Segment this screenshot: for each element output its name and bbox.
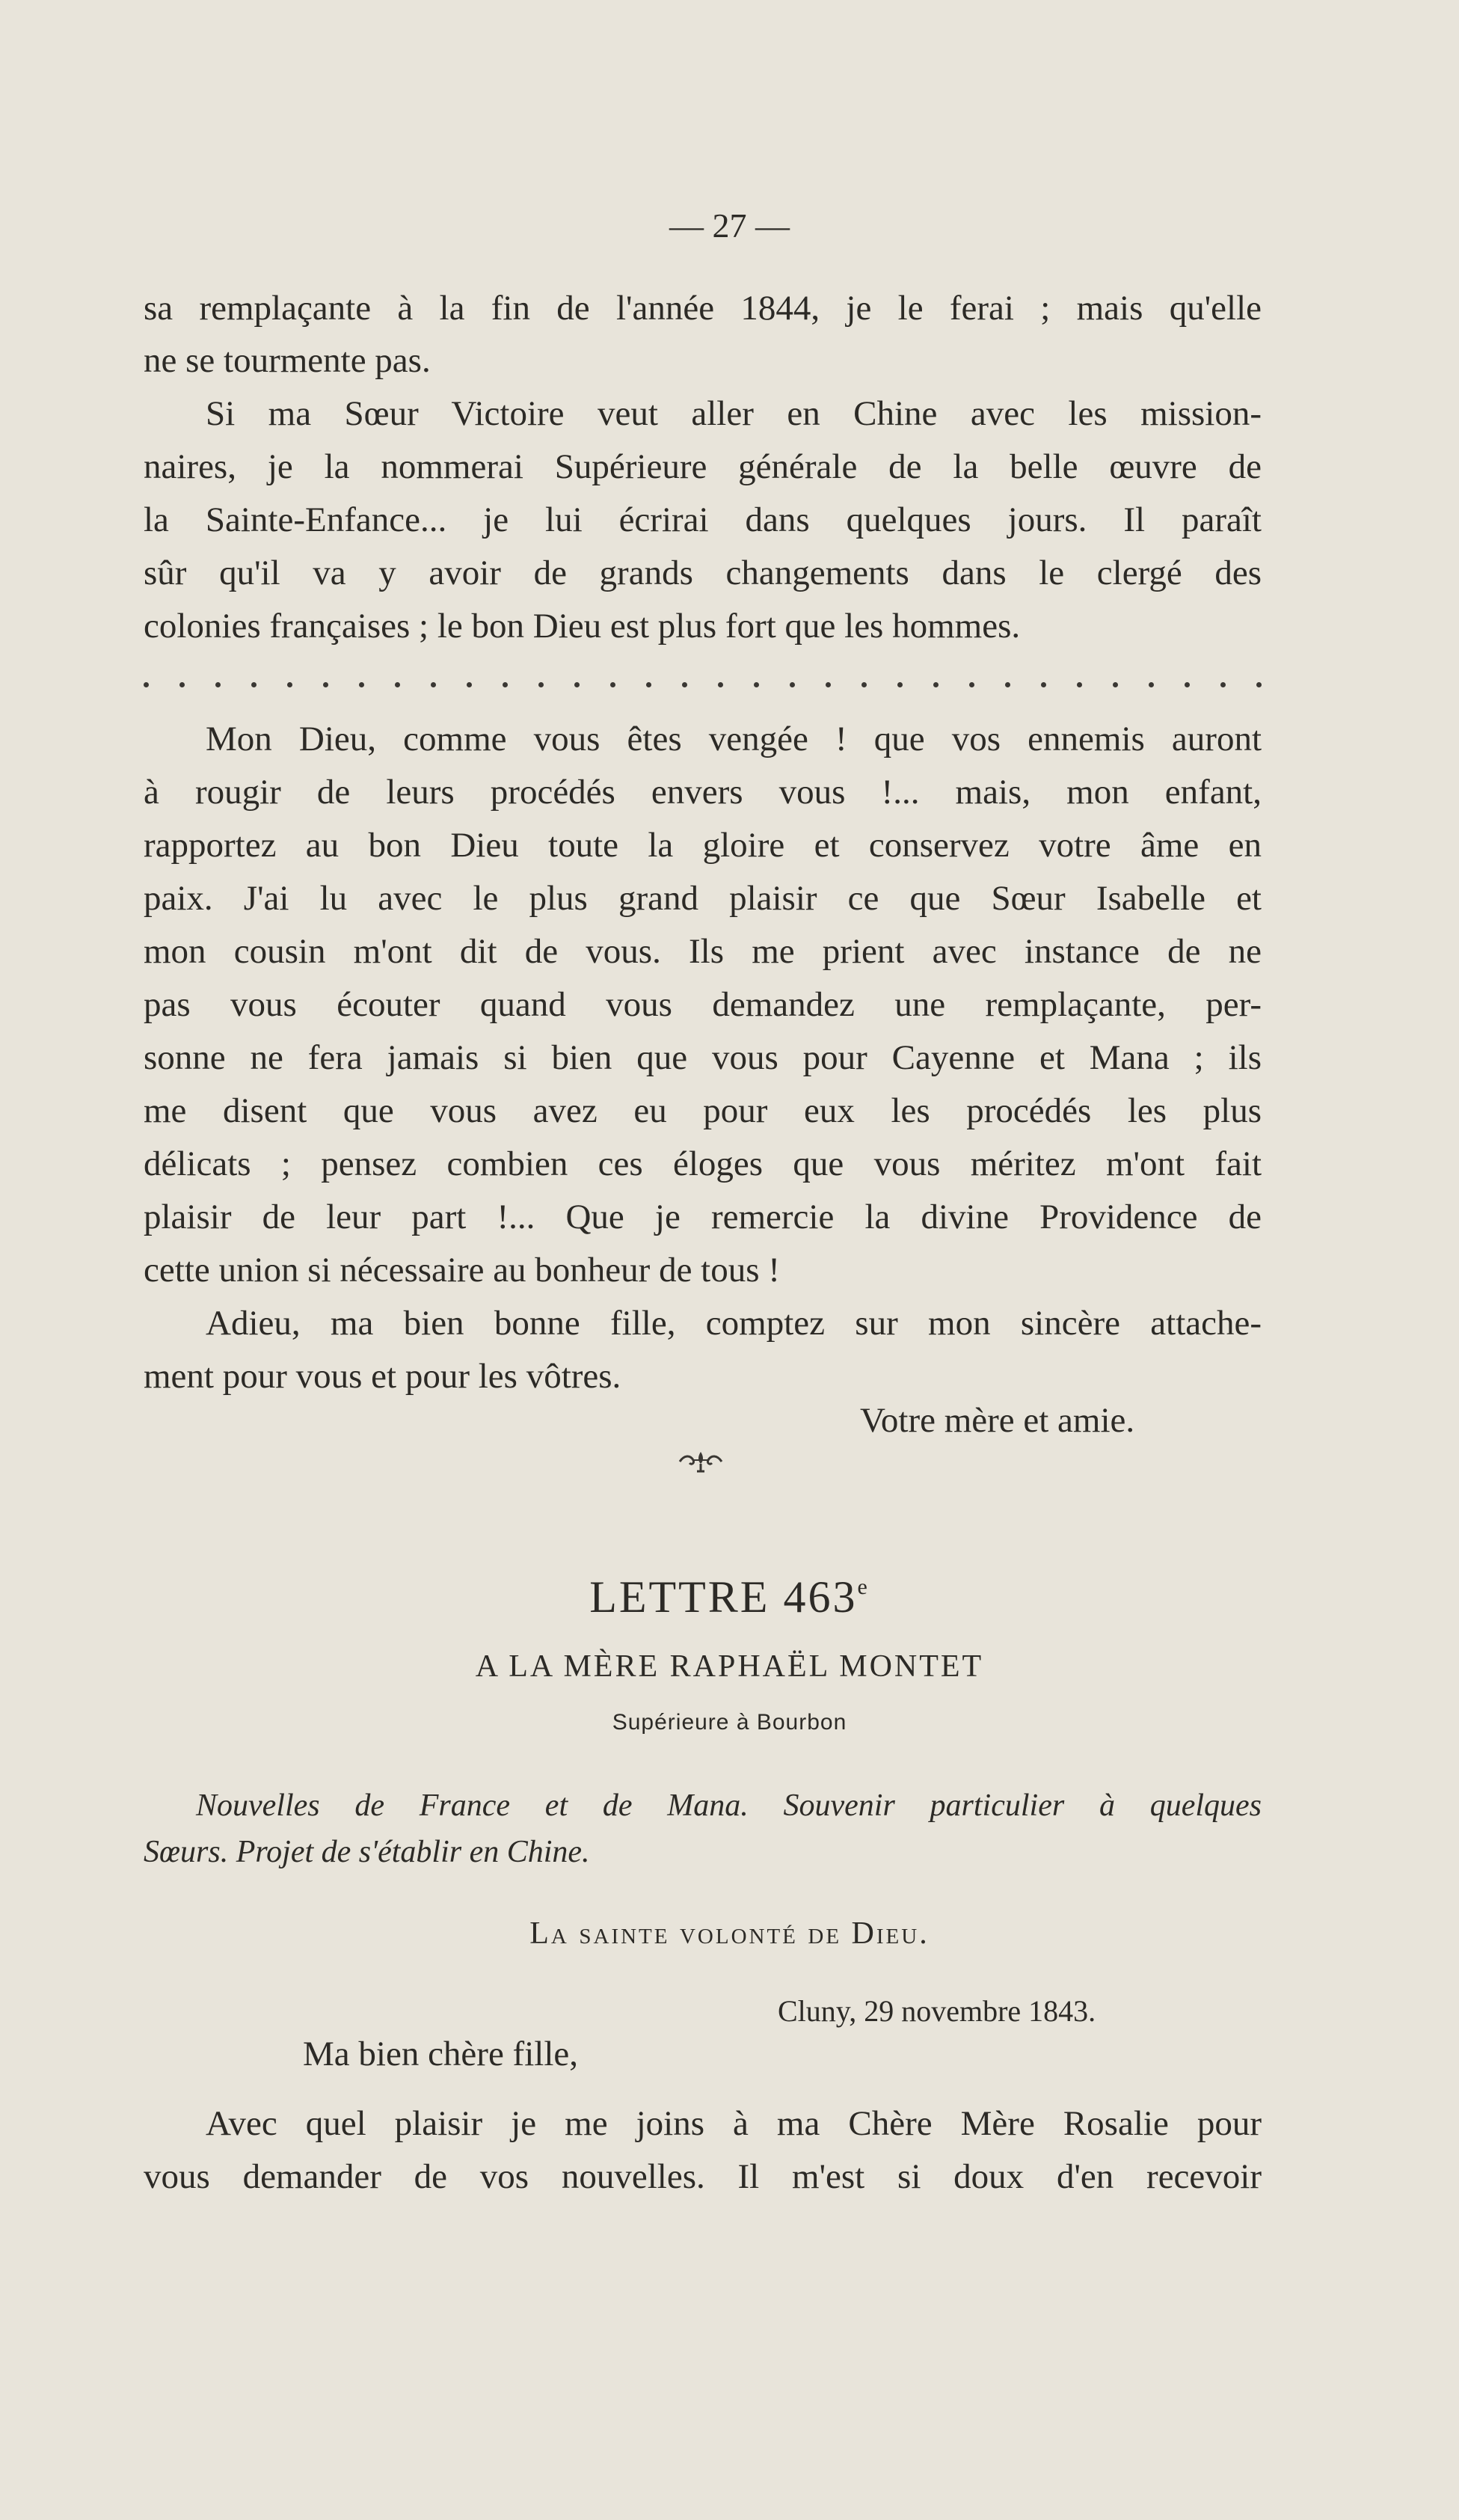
body-line-16: délicats ; pensez combien ces éloges que vous méritez m'ont fait xyxy=(144,1144,1262,1183)
body-line-17: plaisir de leur part !... Que je remercie la divine Providence de xyxy=(144,1198,1262,1236)
body-line-20: ment pour vous et pour les vôtres. xyxy=(144,1357,621,1396)
page-number: — 27 — xyxy=(669,206,790,245)
letter-recipient: A LA MÈRE RAPHAËL MONTET xyxy=(475,1649,984,1684)
body-line-13: pas vous écouter quand vous demandez une remplaçante, per- xyxy=(144,985,1262,1024)
body-line-5: la Sainte-Enfance... je lui écrirai dans quelques jours. Il paraît xyxy=(144,500,1262,539)
body-line-9: à rougir de leurs procédés envers vous !... mais, mon enfant, xyxy=(144,773,1262,812)
body-line-12: mon cousin m'ont dit de vous. Ils me prient avec instance de ne xyxy=(144,932,1262,971)
body-line-1: sa remplaçante à la fin de l'année 1844, je le ferai ; mais qu'elle xyxy=(144,289,1262,328)
body-line-3: Si ma Sœur Victoire veut aller en Chine avec les mission- xyxy=(206,394,1262,433)
letter-title-text: LETTRE 463 xyxy=(589,1572,858,1622)
letter-title xyxy=(0,1557,1459,1627)
body-line-2: ne se tourmente pas. xyxy=(144,341,431,380)
body-line-6: sûr qu'il va y avoir de grands changements dans le clergé des xyxy=(144,554,1262,592)
letter-title-suffix: e xyxy=(857,1575,870,1599)
body-line-10: rapportez au bon Dieu toute la gloire et conservez votre âme en xyxy=(144,826,1262,865)
body-line-8: Mon Dieu, comme vous êtes vengée ! que vos ennemis auront xyxy=(206,720,1262,758)
closing-signature: Votre mère et amie. xyxy=(860,1401,1135,1440)
recipient-role: Supérieure à Bourbon xyxy=(612,1710,847,1735)
letter-dateline: Cluny, 29 novembre 1843. xyxy=(778,1994,1096,2028)
letter-motto: La sainte volonté de Dieu. xyxy=(529,1916,930,1951)
letter-salutation: Ma bien chère fille, xyxy=(303,2035,578,2073)
summary-line-2: Sœurs. Projet de s'établir en Chine. xyxy=(144,1835,590,1869)
body-line-11: paix. J'ai lu avec le plus grand plaisir ce que Sœur Isabelle et xyxy=(144,879,1262,918)
body-line-19: Adieu, ma bien bonne fille, comptez sur mon sincère attache- xyxy=(206,1304,1262,1343)
body-line-7: colonies françaises ; le bon Dieu est plus fort que les hommes. xyxy=(144,607,1021,646)
body-line-4: naires, je la nommerai Supérieure générale de la belle œuvre de xyxy=(144,447,1262,486)
opening-line-2: vous demander de vos nouvelles. Il m'est si doux d'en recevoir xyxy=(144,2157,1262,2196)
body-line-18: cette union si nécessaire au bonheur de tous ! xyxy=(144,1251,780,1290)
fleuron-ornament-icon xyxy=(677,1449,725,1474)
body-line-15: me disent que vous avez eu pour eux les procédés les plus xyxy=(144,1091,1262,1130)
summary-line-1: Nouvelles de France et de Mana. Souvenir particulier à quelques xyxy=(196,1788,1262,1823)
opening-line-1: Avec quel plaisir je me joins à ma Chère Mère Rosalie pour xyxy=(206,2104,1262,2143)
ellipsis-dot-row xyxy=(144,673,1262,696)
body-line-14: sonne ne fera jamais si bien que vous pour Cayenne et Mana ; ils xyxy=(144,1038,1262,1077)
